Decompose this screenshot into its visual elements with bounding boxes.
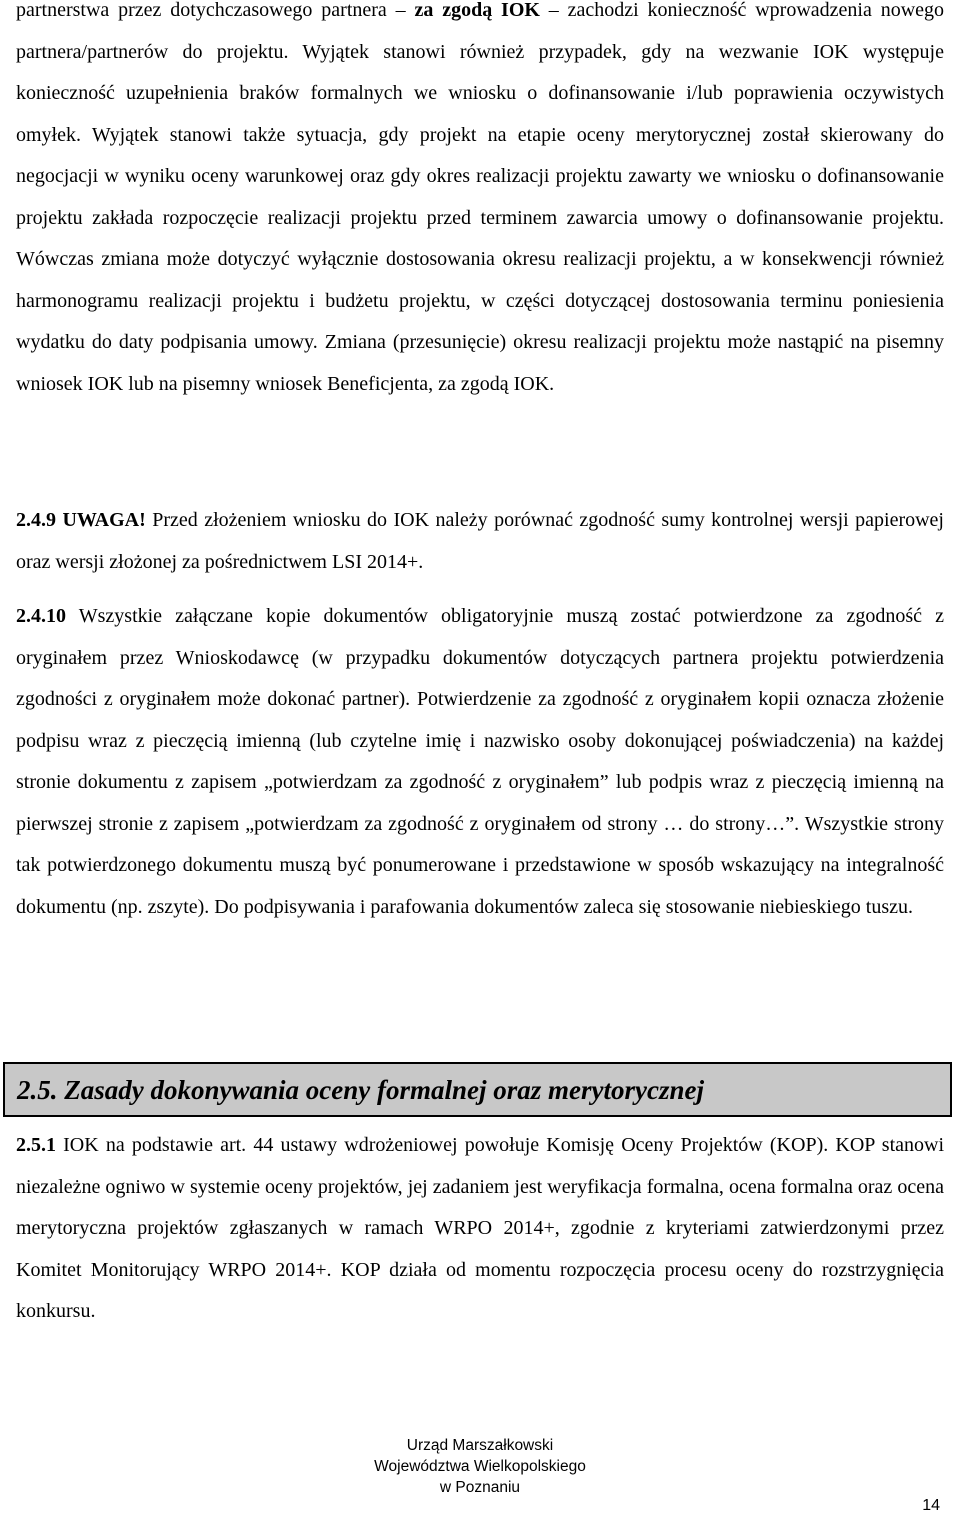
paragraph-text: partnerstwa przez dotychczasowego partnera – <box>16 0 415 21</box>
footer-line-office: Urząd Marszałkowski <box>406 1437 554 1454</box>
paragraph-partnership-change <box>16 0 944 405</box>
section-label-2-5-1: 2.5.1 <box>16 1134 56 1156</box>
paragraph-2-5-1 <box>16 1125 944 1333</box>
paragraph-2-4-10 <box>16 596 944 928</box>
section-heading-2-5: 2.5. Zasady dokonywania oceny formalnej oraz merytorycznej <box>17 1075 704 1105</box>
footer-line-voivodeship: Województwa Wielkopolskiego <box>374 1458 586 1475</box>
paragraph-text: – zachodzi konieczność wprowadzenia nowego partnera/partnerów do projektu. Wyjątek stanowi również przypadek, gdy na wezwanie IOK występuje konieczność uzupełnienia braków formalnych we wniosku o dofinansowanie i/lub poprawienia oczywistych omyłek. Wyjątek stanowi także sytuacja, gdy projekt na etapie oceny merytorycznej został skierowany do negocjacji w wyniku oceny warunkowej oraz gdy okres realizacji projektu zawarty we wniosku o dofinansowanie projektu zakłada rozpoczęcie realizacji projektu przed terminem zawarcia umowy o dofinansowanie projektu. Wówczas zmiana może dotyczyć wyłącznie dostosowania okresu realizacji projektu, a w konsekwencji również harmonogramu realizacji projektu i budżetu projektu, w części dotyczącej dostosowania terminu poniesienia wydatku do daty podpisania umowy. Zmiana (przesunięcie) okresu realizacji projektu może nastąpić na pisemny wniosek IOK lub na pisemny wniosek Beneficjenta, za zgodą IOK. <box>16 0 945 395</box>
section-label-2-4-10: 2.4.10 <box>16 605 66 627</box>
page-number: 14 <box>922 1497 940 1514</box>
section-label-2-4-9: 2.4.9 UWAGA! <box>16 509 146 531</box>
paragraph-text: Wszystkie załączane kopie dokumentów obligatoryjnie muszą zostać potwierdzone za zgodność z oryginałem przez Wnioskodawcę (w przypadku dokumentów dotyczących partnera projektu potwierdzenia zgodności z oryginałem może dokonać partner). Potwierdzenie za zgodność z oryginałem kopii oznacza złożenie podpisu wraz z pieczęcią imienną (lub czytelne imię i nazwisko osoby dokonującej poświadczenia) na każdej stronie dokumentu z zapisem „potwierdzam za zgodność z oryginałem” lub podpis wraz z pieczęcią imienną na pierwszej stronie z zapisem „potwierdzam za zgodność z oryginałem od strony … do strony…”. Wszystkie strony tak potwierdzonego dokumentu muszą być ponumerowane i przedstawione w sposób wskazujący na integralność dokumentu (np. zszyte). Do podpisywania i parafowania dokumentów zaleca się stosowanie niebieskiego tuszu. <box>16 605 944 918</box>
page-footer <box>0 1435 960 1498</box>
paragraph-text: IOK na podstawie art. 44 ustawy wdrożeniowej powołuje Komisję Oceny Projektów (KOP). KOP stanowi niezależne ogniwo w systemie oceny projektów, jej zadaniem jest weryfikacja formalna, ocena formalna oraz ocena merytoryczna projektów zgłaszanych w ramach WRPO 2014+, zgodnie z kryteriami zatwierdzonymi przez Komitet Monitorujący WRPO 2014+. KOP działa od momentu rozpoczęcia procesu oceny do rozstrzygnięcia konkursu. <box>16 1134 944 1322</box>
paragraph-2-4-9 <box>16 500 944 583</box>
emphasis-with-iok-consent: za zgodą IOK <box>414 0 540 21</box>
footer-line-city: w Poznaniu <box>439 1479 521 1496</box>
paragraph-text: Przed złożeniem wniosku do IOK należy porównać zgodność sumy kontrolnej wersji papierowej oraz wersji złożonej za pośrednictwem LSI 2014+. <box>16 509 944 573</box>
section-heading-box <box>3 1062 952 1117</box>
